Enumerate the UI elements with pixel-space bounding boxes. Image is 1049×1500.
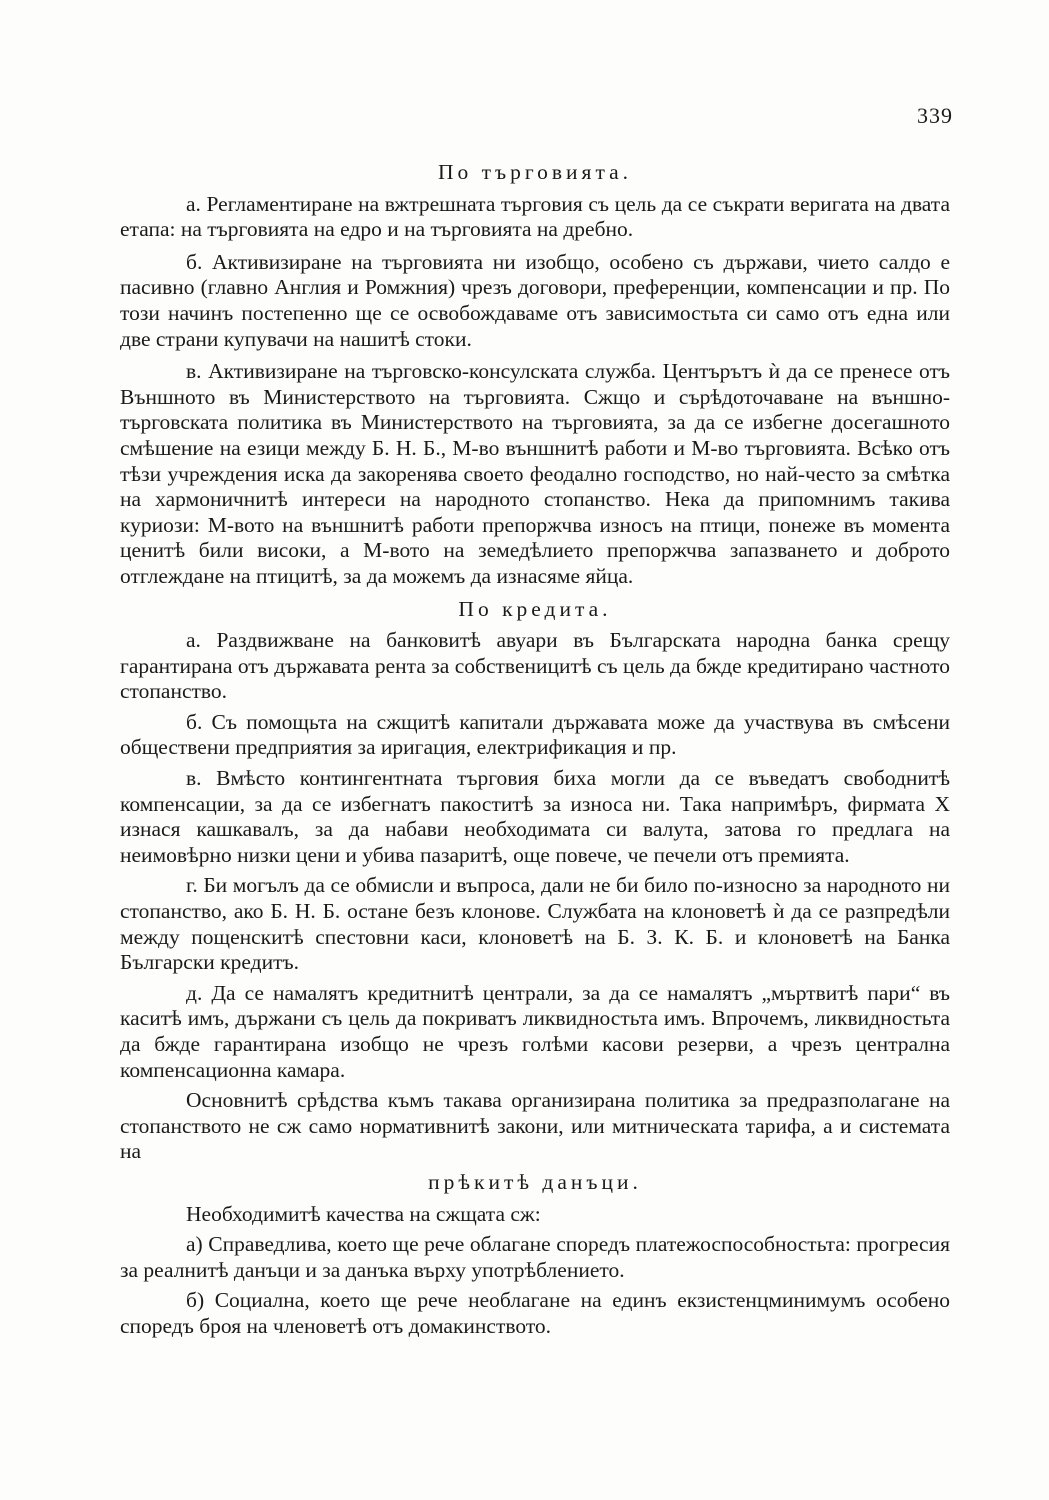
paragraph-trade-b: б. Активизиране на търговията ни изобщо, особено съ държави, чието салдо е пасивно (главно Англия и Ромжния) чрезъ договори, преференции, компенсации и пр. По този начинъ постепенно ще се освобождаваме отъ зависимостьта си само отъ една или две страни купувачи на нашитѣ стоки.: [120, 249, 950, 351]
paragraph-taxes-b: б) Социална, което ще рече необлагане на единъ екзистенцминимумъ особено споредъ броя на членоветѣ отъ домакинството.: [120, 1288, 950, 1338]
section-heading-credit: По кредита.: [458, 596, 612, 621]
paragraph-credit-v: в. Вмѣсто контингентната търговия бихa могли да се въведатъ свободнитѣ компенсации, за да се избегнатъ пакоститѣ за износа ни. Така напримѣръ, фирмата Х изнася кашкавалъ, за да набави необходимата си валута, затова го предлага на неимовѣрно низки цени и убива пазаритѣ, още повече, че печели отъ премията.: [120, 766, 950, 867]
paragraph-credit-basic-means: Основнитѣ срѣдства къмъ такава организирана политика за предразполагане на стопанството не сж само нормативнитѣ закони, или митническата тарифа, а и системата на: [120, 1088, 950, 1164]
paragraph-credit-b: б. Съ помощьта на сжщитѣ капитали държавата може да участвува въ смѣсени обществени предприятия за иригация, електрификация и пр.: [120, 709, 950, 760]
paragraph-taxes-qualities: Необходимитѣ качества на сжщата сж:: [186, 1201, 541, 1226]
section-heading-trade: По търговията.: [437, 160, 633, 184]
paragraph-credit-g: г. Би могълъ да се обмисли и въпроса, дали не би било по-износно за народното ни стопанство, ако Б. Н. Б. остане безъ клонове. Службата на клоноветѣ ѝ да се разпредѣли между пощенскитѣ спестовни каси, клоноветѣ на Б. З. К. Б. и клоноветѣ на Банка Български кредитъ.: [120, 873, 950, 975]
page-content: [120, 160, 950, 1345]
page-number: 339: [917, 103, 953, 128]
paragraph-credit-a: а. Раздвижване на банковитѣ авуари въ Българската народна банка срещу гарантирана отъ държавата рента за собственицитѣ съ цель да бжде кредитирано частното стопанство.: [120, 628, 950, 704]
paragraph-taxes-a: а) Справедлива, което ще рече облагане споредъ платежоспособностьта: прогресия за реалнитѣ данъци и за данъка върху употрѣблението.: [120, 1232, 950, 1282]
paragraph-credit-d: д. Да се намалятъ кредитнитѣ централи, за да се намалятъ „мъртвитѣ пари“ въ каситѣ имъ, държани съ цель да покриватъ ликвидностьта имъ. Впрочемъ, ликвидностьта да бжде гарантирана изобщо не чрезъ голѣми касови резерви, а чрезъ централна компенсационна камара.: [120, 980, 950, 1082]
section-heading-direct-taxes: прѣкитѣ данъци.: [428, 1169, 642, 1194]
paragraph-trade-v: в. Активизиране на търговско-консулската служба. Центърътъ ѝ да се пренесе отъ Външното въ Министерството на търговията. Сжщо и сърѣдоточаване на външно-търговската политика въ Министерството на търговията, за да се избегне досегашното смѣшение на езици между Б. Н. Б., М-во външнитѣ работи и М-во търговията. Всѣко отъ тѣзи учреждения иска да закоренява своето феодално господство, но най-често за смѣтка на хармоничнитѣ интереси на народното стопанство. Нека да припомнимъ такива куриози: М-вото на външнитѣ работи препоржчва износъ на птици, понеже въ момента ценитѣ били високи, а М-вото на земедѣлието препоржчва запазването и доброто отглеждане на птицитѣ, за да можемъ да изнасяме яйца.: [120, 359, 950, 588]
paragraph-trade-a: а. Регламентиране на вжтрешната търговия съ цель да се съкрати веригата на двата етапа: на търговията на едро и на търговията на дребно.: [120, 191, 950, 242]
